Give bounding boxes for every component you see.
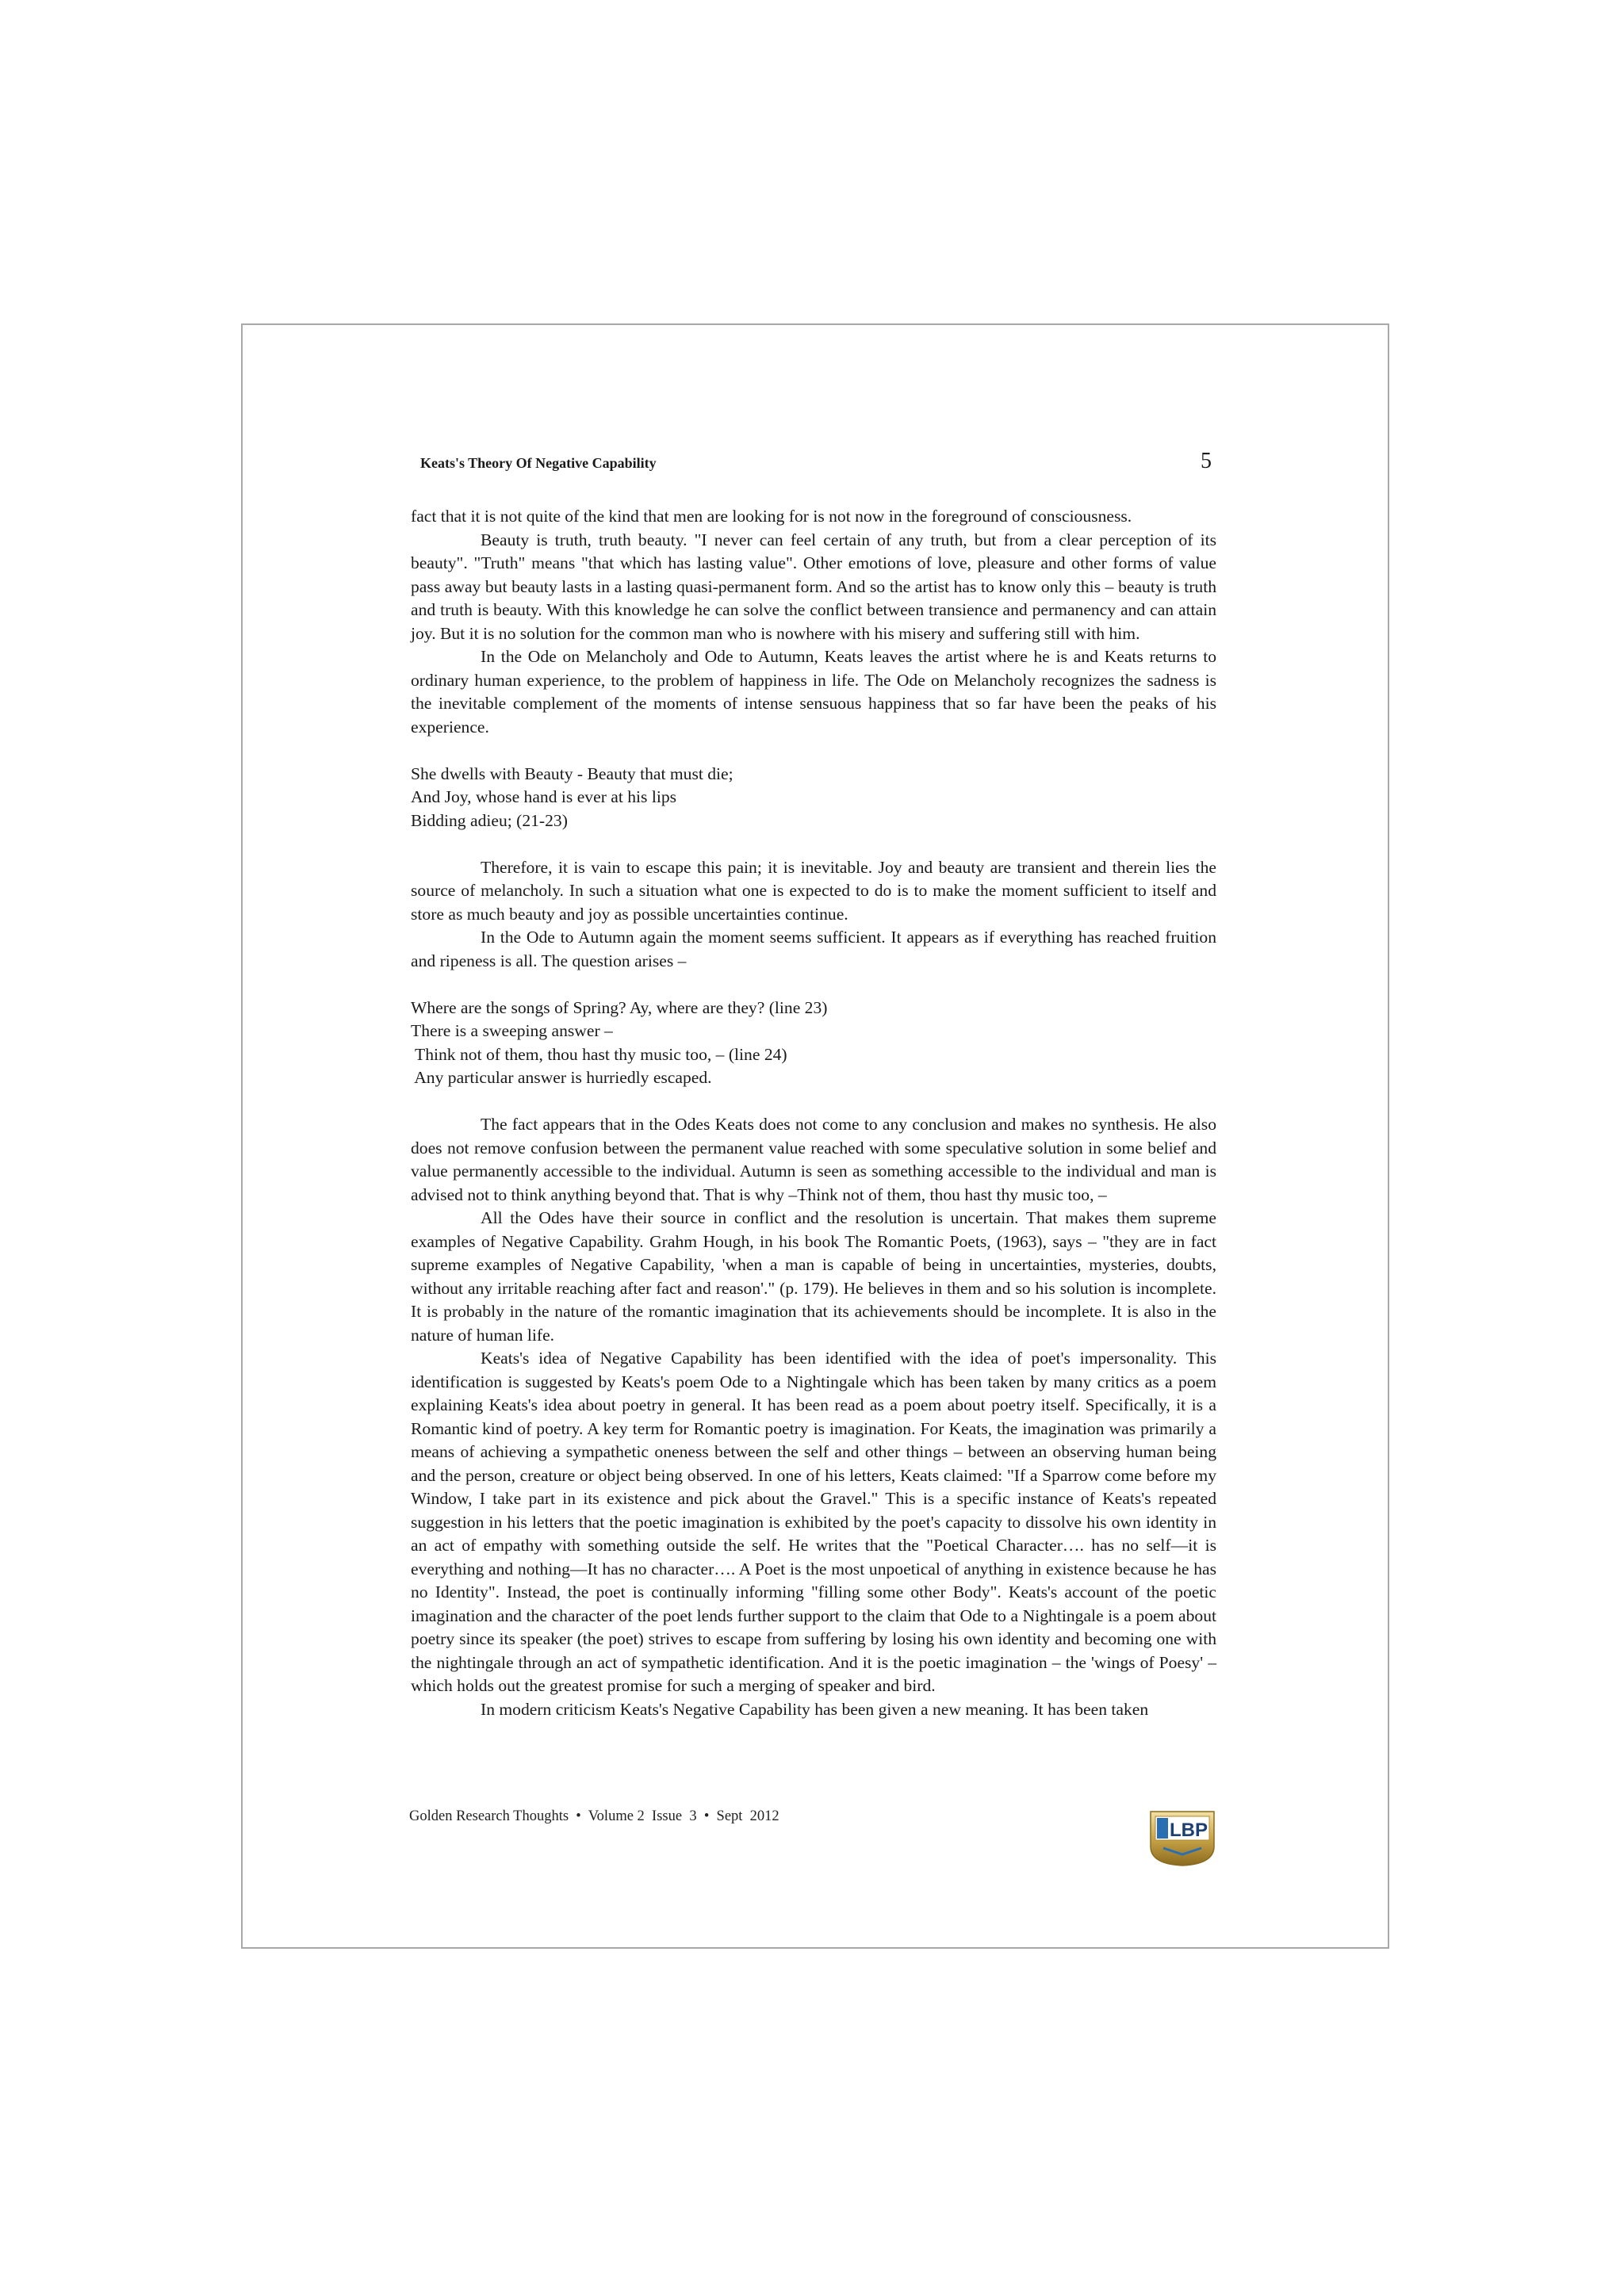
quote-line: And Joy, whose hand is ever at his lips — [411, 787, 677, 806]
quote-line: She dwells with Beauty - Beauty that must die; — [411, 763, 733, 783]
quote-line: Think not of them, thou hast thy music too, – (line 24) — [411, 1044, 787, 1064]
quote-line: There is a sweeping answer – — [411, 1021, 613, 1040]
lbp-logo — [1146, 1808, 1219, 1867]
block-quote — [411, 997, 1216, 1090]
article-body — [411, 505, 1216, 1721]
paragraph: In the Ode to Autumn again the moment seems sufficient. It appears as if everything has reached fruition and ripeness is all. The question arises – — [411, 928, 1216, 970]
paragraph: fact that it is not quite of the kind that men are looking for is not now in the foreground of consciousness. — [411, 507, 1132, 526]
paragraph: The fact appears that in the Odes Keats does not come to any conclusion and makes no synthesis. He also does not remove confusion between the permanent value reached with some speculative solution in some belief and value permanently accessible to the individual. Autumn is seen as something accessible to the individual and man is advised not to think anything beyond that. That is why –Think not of them, thou hast thy music too, – — [411, 1115, 1216, 1204]
quote-line: Where are the songs of Spring? Ay, where are they? (line 23) — [411, 997, 828, 1017]
paragraph: Keats's idea of Negative Capability has been identified with the idea of poet's impersonality. This identification is suggested by Keats's poem Ode to a Nightingale which has been taken by many critics as a poem explaining Keats's idea about poetry in general. It has been read as a poem about poetry itself. Specifically, it is a Romantic kind of poetry. A key term for Romantic poetry is imagination. For Keats, the imagination was primarily a means of achieving a sympathetic oneness between the self and other things – between an observing human being and the person, creature or object being observed. In one of his letters, Keats claimed: "If a Sparrow come before my Window, I take part in its existence and pick about the Gravel." This is a specific instance of Keats's repeated suggestion in his letters that the poetic imagination is exhibited by the poet's capacity to dissolve his own identity in an act of empathy with something outside the self. He writes that the "Poetical Character…. has no self—it is everything and nothing—It has no character…. A Poet is the most unpoetical of anything in existence because he has no Identity". Instead, the poet is continually informing "filling some other Body". Keats's account of the poetic imagination and the character of the poet lends further support to the claim that Ode to a Nightingale is a poem about poetry since its speaker (the poet) strives to escape from suffering by losing his own identity and becoming one with the nightingale through an act of sympathetic identification. And it is the poetic imagination – the 'wings of Poesy' – which holds out the greatest promise for such a merging of speaker and bird. — [411, 1349, 1216, 1695]
paragraph: Therefore, it is vain to escape this pain; it is inevitable. Joy and beauty are transient and therein lies the source of melancholy. In such a situation what one is expected to do is to make the moment sufficient to itself and store as much beauty and joy as possible uncertainties continue. — [411, 857, 1216, 924]
running-title: Keats's Theory Of Negative Capability — [420, 455, 657, 471]
paragraph: In modern criticism Keats's Negative Capability has been given a new meaning. It has been taken — [481, 1699, 1149, 1719]
block-quote — [411, 763, 1216, 833]
quote-line: Any particular answer is hurriedly escaped. — [411, 1068, 712, 1087]
paragraph: All the Odes have their source in conflict and the resolution is uncertain. That makes them supreme examples of Negative Capability. Grahm Hough, in his book The Romantic Poets, (1963), says – "they are in fact supreme examples of Negative Capability, 'when a man is capable of being in uncertainties, mysteries, doubts, without any irritable reaching after fact and reason'." (p. 179). He believes in them and so his solution is incomplete. It is probably in the nature of the romantic imagination that its achievements should be incomplete. It is also in the nature of human life. — [411, 1208, 1216, 1345]
svg-text:LBP: LBP — [1170, 1820, 1208, 1841]
page-number: 5 — [1201, 449, 1212, 473]
journal-footer: Golden Research Thoughts • Volume 2 Issue 3 • Sept 2012 — [409, 1808, 779, 1824]
paragraph: Beauty is truth, truth beauty. "I never can feel certain of any truth, but from a clear perception of its beauty". "Truth" means "that which has lasting value". Other emotions of love, pleasure and other forms of value pass away but beauty lasts in a lasting quasi-permanent form. And so the artist has to know only this – beauty is truth and truth is beauty. With this knowledge he can solve the conflict between transience and permanency and can attain joy. But it is no solution for the common man who is nowhere with his misery and suffering still with him. — [411, 530, 1216, 643]
paragraph: In the Ode on Melancholy and Ode to Autumn, Keats leaves the artist where he is and Keats returns to ordinary human experience, to the problem of happiness in life. The Ode on Melancholy recognizes the sadness is the inevitable complement of the moments of intense sensuous happiness that so far have been the peaks of his experience. — [411, 647, 1216, 737]
quote-line: Bidding adieu; (21-23) — [411, 810, 568, 830]
